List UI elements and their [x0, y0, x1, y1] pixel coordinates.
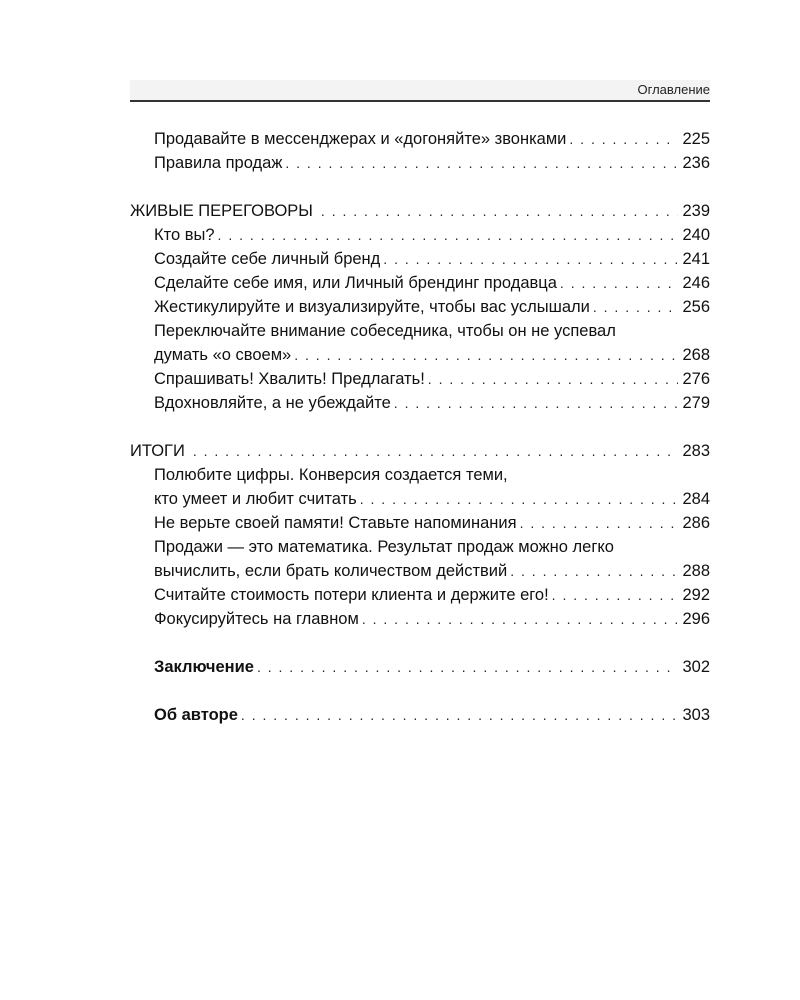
toc-entry-title: Спрашивать! Хвалить! Предлагать!: [154, 370, 425, 388]
dot-leader: [241, 703, 679, 727]
toc-entry[interactable]: [130, 511, 710, 535]
toc-entry-page: 284: [682, 490, 710, 508]
dot-leader: [285, 151, 678, 175]
toc-entry-title: Заключение: [154, 658, 254, 676]
dot-leader: [321, 199, 679, 223]
dot-leader: [360, 487, 679, 511]
toc-entry-title: вычислить, если брать количеством действий: [154, 562, 508, 580]
toc-entry-title: Сделайте себе имя, или Личный брендинг продавца: [154, 274, 557, 292]
toc-entry[interactable]: [130, 487, 710, 511]
running-head: [130, 80, 710, 102]
toc-entry-title: Не верьте своей памяти! Ставьте напоминания: [154, 514, 517, 532]
toc-entry-title: Жестикулируйте и визуализируйте, чтобы вас услышали: [154, 298, 590, 316]
toc-entry-title: Создайте себе личный бренд: [154, 250, 381, 268]
toc-entry-about-author[interactable]: [130, 703, 710, 727]
dot-leader: [552, 583, 679, 607]
dot-leader: [520, 511, 679, 535]
running-head-title: Оглавление: [637, 82, 710, 97]
toc-entry-first-line[interactable]: Продажи — это математика. Результат продаж можно легко: [154, 538, 614, 556]
dot-leader: [294, 343, 678, 367]
toc-entry-page: 240: [682, 226, 710, 244]
dot-leader: [362, 607, 679, 631]
dot-leader: [428, 367, 679, 391]
toc-entry[interactable]: [130, 247, 710, 271]
toc-entry[interactable]: [130, 559, 710, 583]
dot-leader: [257, 655, 679, 679]
toc-entry-title: Об авторе: [154, 706, 238, 724]
toc-entry-page: 288: [682, 562, 710, 580]
toc-section-live-negotiations[interactable]: [130, 199, 710, 223]
dot-leader: [569, 127, 678, 151]
toc-entry-page: 292: [682, 586, 710, 604]
toc-section-title: ЖИВЫЕ ПЕРЕГОВОРЫ: [130, 202, 313, 220]
toc-entry-title: Правила продаж: [154, 154, 283, 172]
toc-entry-title: думать «о своем»: [154, 346, 292, 364]
toc-entry-conclusion[interactable]: [130, 655, 710, 679]
toc-section-page: 239: [682, 202, 710, 220]
toc-entry-page: 246: [682, 274, 710, 292]
toc-entry[interactable]: [130, 391, 710, 415]
toc-entry-title: кто умеет и любит считать: [154, 490, 357, 508]
toc-entry[interactable]: [130, 367, 710, 391]
toc-entry-title: Продавайте в мессенджерах и «догоняйте» звонками: [154, 130, 567, 148]
toc-entry-page: 302: [682, 658, 710, 676]
toc-entry-page: 225: [682, 130, 710, 148]
toc-entry-title: Вдохновляйте, а не убеждайте: [154, 394, 391, 412]
toc-entry-page: 268: [682, 346, 710, 364]
dot-leader: [193, 439, 679, 463]
toc-entry[interactable]: [130, 343, 710, 367]
dot-leader: [510, 559, 678, 583]
toc-entry-page: 286: [682, 514, 710, 532]
dot-leader: [218, 223, 679, 247]
toc-entry-page: 236: [682, 154, 710, 172]
toc-entry[interactable]: [130, 583, 710, 607]
toc-section-results[interactable]: [130, 439, 710, 463]
toc-entry-title: Кто вы?: [154, 226, 215, 244]
toc-section-page: 283: [682, 442, 710, 460]
dot-leader: [394, 391, 679, 415]
toc-entry[interactable]: [130, 295, 710, 319]
toc-section-title: ИТОГИ: [130, 442, 185, 460]
toc-entry[interactable]: [130, 607, 710, 631]
toc-entry-first-line[interactable]: Полюбите цифры. Конверсия создается теми,: [154, 466, 508, 484]
toc-entry-page: 256: [682, 298, 710, 316]
toc-entry-page: 241: [682, 250, 710, 268]
toc-entry-page: 279: [682, 394, 710, 412]
dot-leader: [560, 271, 679, 295]
toc-entry-page: 303: [682, 706, 710, 724]
toc-entry-page: 276: [682, 370, 710, 388]
toc-entry[interactable]: [130, 127, 710, 151]
toc-entry-first-line[interactable]: Переключайте внимание собеседника, чтобы он не успевал: [154, 322, 616, 340]
dot-leader: [383, 247, 678, 271]
table-of-contents: [130, 127, 710, 727]
toc-entry-title: Фокусируйтесь на главном: [154, 610, 359, 628]
dot-leader: [593, 295, 679, 319]
toc-entry[interactable]: [130, 223, 710, 247]
toc-entry[interactable]: [130, 151, 710, 175]
toc-entry-title: Считайте стоимость потери клиента и держите его!: [154, 586, 549, 604]
toc-entry-page: 296: [682, 610, 710, 628]
toc-entry[interactable]: [130, 271, 710, 295]
